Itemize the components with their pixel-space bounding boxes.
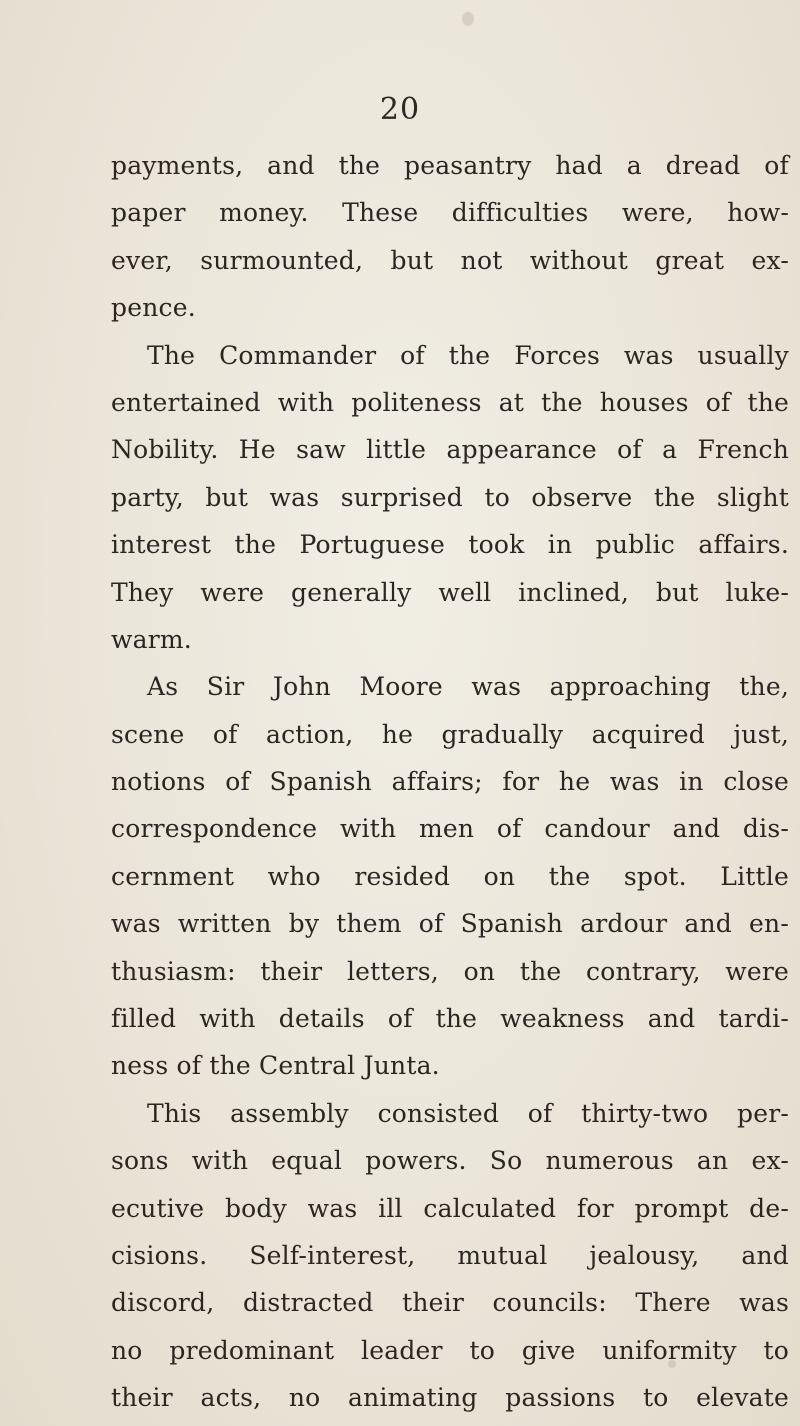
text-line: interest the Portuguese took in public affairs. <box>111 530 789 560</box>
text-line: discord, distracted their councils: There was <box>111 1288 789 1318</box>
text-line: filled with details of the weakness and tardi- <box>111 1004 789 1034</box>
text-line: scene of action, he gradually acquired just, <box>111 719 789 749</box>
text-line: thusiasm: their letters, on the contrary, were <box>111 956 789 986</box>
text-line: payments, and the peasantry had a dread of <box>111 151 789 180</box>
text-line: pence. <box>111 293 196 323</box>
page-number: 20 <box>379 92 421 127</box>
text-line: was written by them of Spanish ardour and en- <box>111 909 789 939</box>
paragraph-start-line: As Sir John Moore was approaching the, <box>147 672 789 702</box>
paragraph-start-line: The Commander of the Forces was usually <box>147 340 789 370</box>
text-line: no predominant leader to give uniformity to <box>111 1335 789 1365</box>
text-line: entertained with politeness at the houses of the <box>111 387 789 417</box>
text-line: cernment who resided on the spot. Little <box>111 861 789 891</box>
text-line: They were generally well inclined, but luke- <box>111 577 789 607</box>
text-line: their acts, no animating passions to elevate <box>111 1383 789 1413</box>
text-line: paper money. These difficulties were, how- <box>111 198 789 228</box>
body-text <box>111 142 789 1422</box>
text-line: sons with equal powers. So numerous an ex- <box>111 1146 789 1176</box>
text-line: ness of the Central Junta. <box>111 1051 440 1081</box>
text-line: ever, surmounted, but not without great ex- <box>111 245 789 275</box>
text-line: correspondence with men of candour and dis- <box>111 814 789 844</box>
text-line: party, but was surprised to observe the slight <box>111 482 789 512</box>
text-line: Nobility. He saw little appearance of a French <box>111 435 789 465</box>
text-line: warm. <box>111 624 192 654</box>
text-line: notions of Spanish affairs; for he was in close <box>111 767 789 797</box>
paragraph-start-line: This assembly consisted of thirty-two per- <box>147 1098 789 1128</box>
text-line: ecutive body was ill calculated for prompt de- <box>111 1193 789 1223</box>
paper-stain <box>462 12 474 26</box>
text-line: cisions. Self-interest, mutual jealousy, and <box>111 1240 789 1270</box>
